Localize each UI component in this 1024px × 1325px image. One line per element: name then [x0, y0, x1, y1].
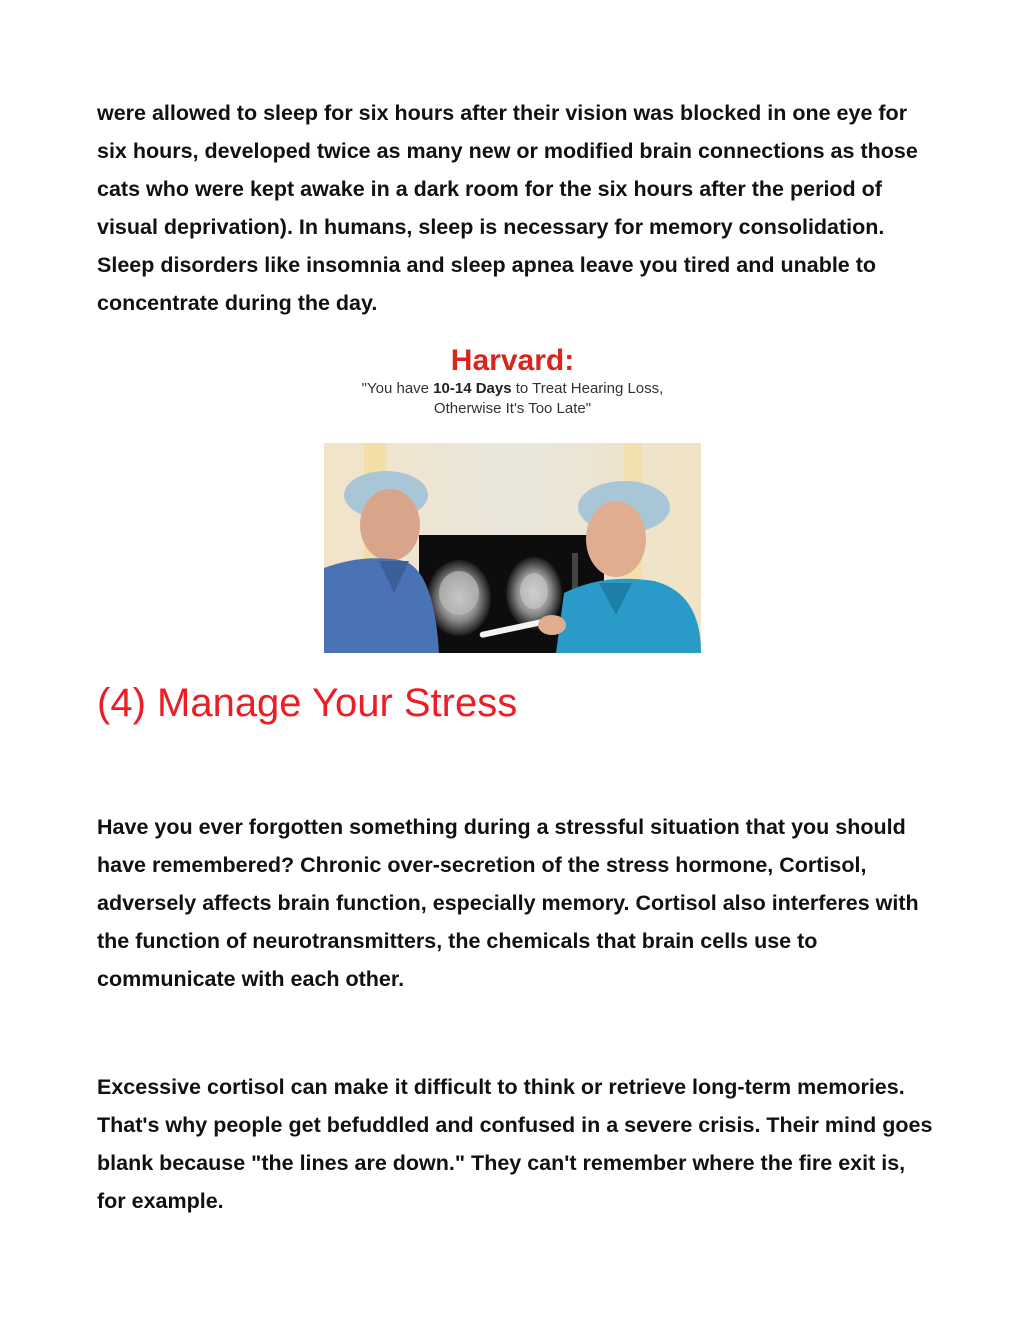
doctors-brain-scan-photo[interactable]: [324, 443, 701, 653]
ad-quote-suffix: to Treat Hearing Loss,: [511, 380, 664, 397]
doctors-photo-illustration: [324, 443, 701, 653]
hearing-loss-ad[interactable]: [324, 344, 701, 653]
body-paragraph-sleep: were allowed to sleep for six hours after their vision was blocked in one eye for six hours, developed twice as many new or modified brain connections as those cats who were kept awake in a dark room for the six hours after the period of visual deprivation). In humans, sleep is necessary for memory consolidation. Sleep disorders like insomnia and sleep apnea leave you tired and unable to concentrate during the day.: [97, 101, 918, 315]
ad-quote-prefix: "You have: [361, 380, 434, 397]
ad-quote-bold: 10-14 Days: [433, 380, 512, 397]
ad-quote-line2: Otherwise It's Too Late": [433, 400, 592, 417]
ad-header: [324, 344, 701, 419]
body-paragraph-cortisol: Have you ever forgotten something during a stressful situation that you should have remembered? Chronic over-secretion of the stress hormone, Cortisol, adversely affects brain function, especially memory. Cortisol also interferes with the function of neurotransmitters, the chemicals that brain cells use to communicate with each other.: [97, 815, 919, 991]
body-paragraph-crisis: Excessive cortisol can make it difficult to think or retrieve long-term memories. That's why people get befuddled and confused in a severe crisis. Their mind goes blank because "the lines are down." They can't remember where the fire exit is, for example.: [97, 1075, 933, 1213]
ad-quote: [324, 379, 701, 419]
ad-title: Harvard:: [450, 344, 575, 377]
section-heading-manage-stress: (4) Manage Your Stress: [97, 681, 518, 725]
